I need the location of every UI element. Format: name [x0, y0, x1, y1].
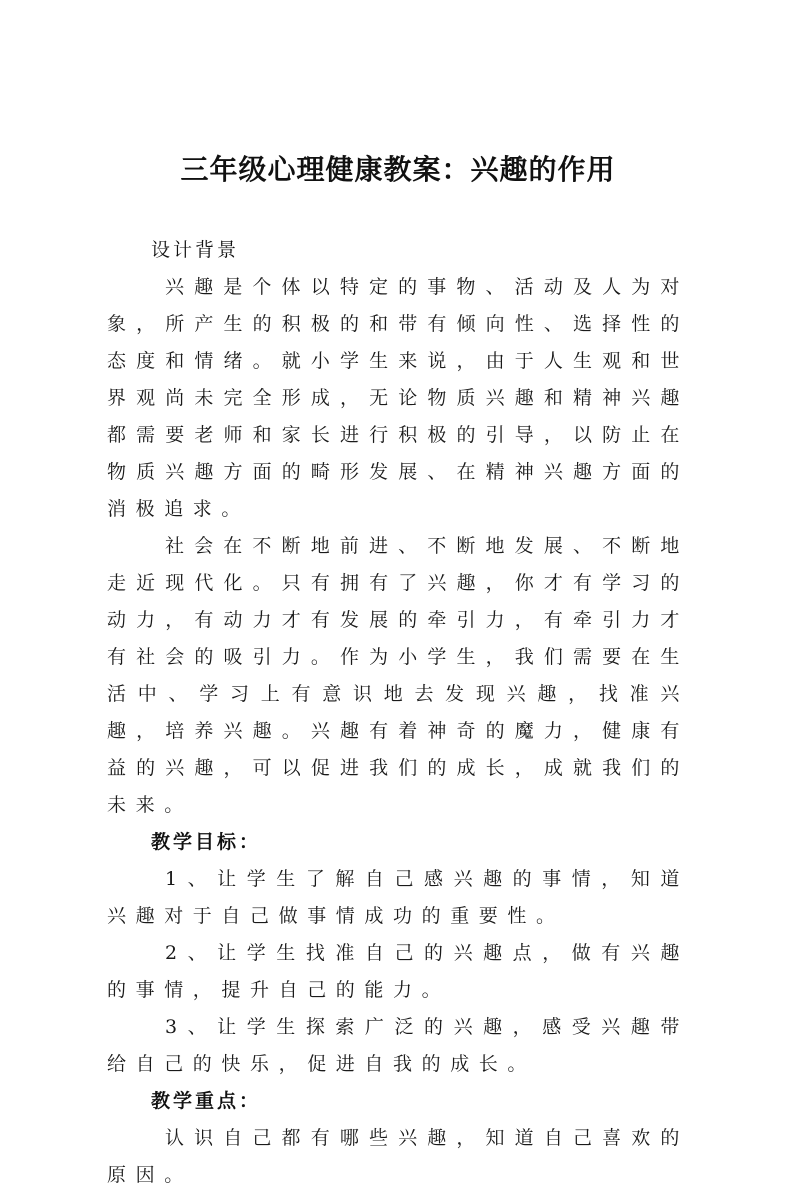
document-title: 三年级心理健康教案：兴趣的作用 [180, 153, 616, 186]
section-heading: 教学目标： [151, 831, 262, 853]
objective-item: 1、让学生了解自己感兴趣的事情，知道兴趣对于自己做事情成功的重要性。 [107, 868, 689, 927]
section-design-background [107, 232, 689, 824]
paragraph: 兴趣是个体以特定的事物、活动及人为对象，所产生的积极的和带有倾向性、选择性的态度和情绪。就小学生来说，由于人生观和世界观尚未完全形成，无论物质兴趣和精神兴趣都需要老师和家长进行积极的引导，以防止在物质兴趣方面的畸形发展、在精神兴趣方面的消极追求。 [107, 276, 689, 520]
section-teaching-focus [107, 1083, 689, 1194]
paragraph: 认识自己都有哪些兴趣，知道自己喜欢的原因。 [107, 1127, 689, 1186]
document-body [107, 232, 689, 1194]
section-heading: 教学重点： [151, 1090, 262, 1112]
section-teaching-objectives [107, 824, 689, 1083]
objective-item: 2、让学生找准自己的兴趣点，做有兴趣的事情，提升自己的能力。 [107, 942, 689, 1001]
section-heading: 设计背景 [151, 239, 240, 261]
paragraph: 社会在不断地前进、不断地发展、不断地走近现代化。只有拥有了兴趣，你才有学习的动力，有动力才有发展的牵引力，有牵引力才有社会的吸引力。作为小学生，我们需要在生活中、学习上有意识地去发现兴趣，找准兴趣，培养兴趣。兴趣有着神奇的魔力，健康有益的兴趣，可以促进我们的成长，成就我们的未来。 [107, 535, 689, 816]
objective-item: 3、让学生探索广泛的兴趣，感受兴趣带给自己的快乐，促进自我的成长。 [107, 1016, 689, 1075]
